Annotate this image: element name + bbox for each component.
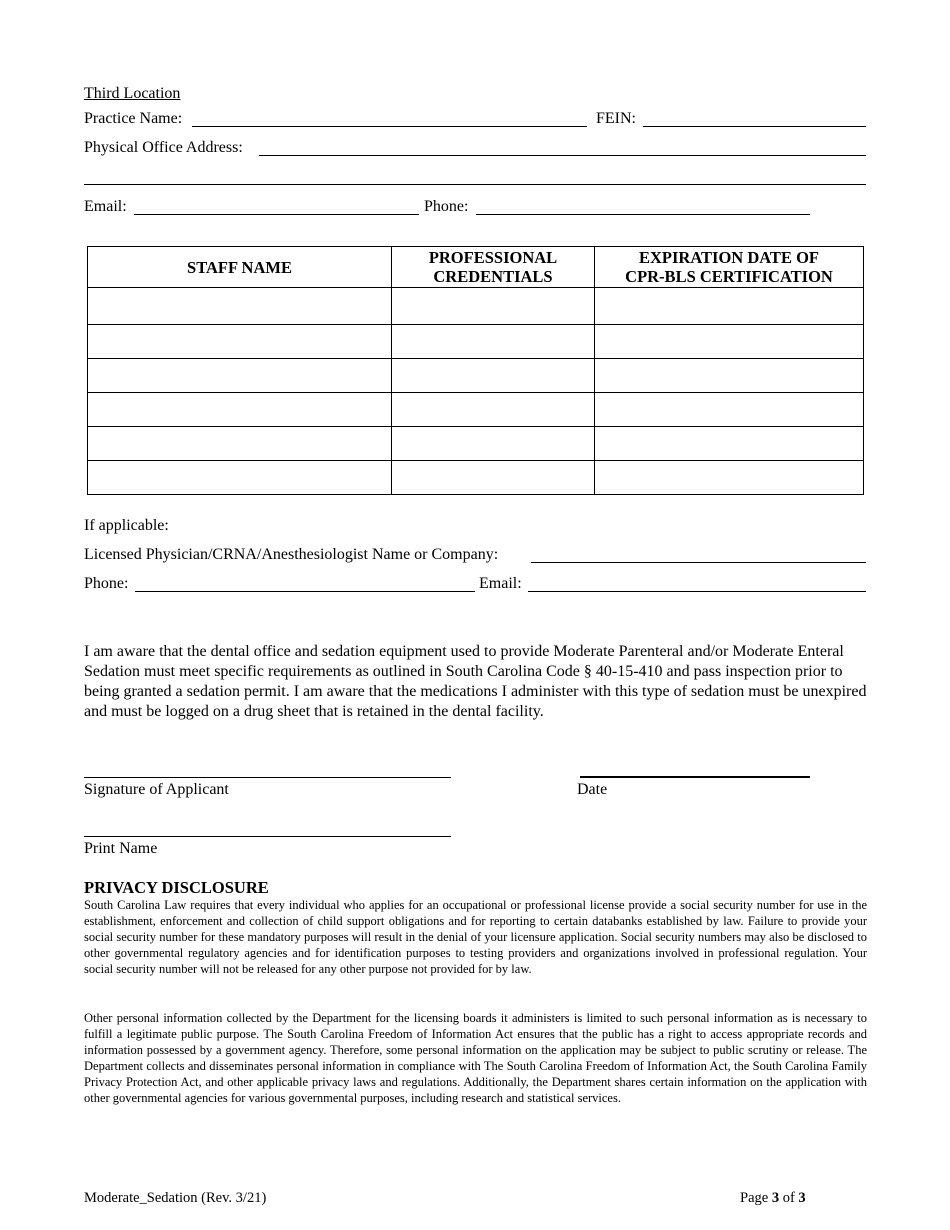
privacy-paragraph-1: South Carolina Law requires that every individual who applies for an occupational or professional license provide a social security number for use in the establishment, enforcement and collection of child support obligations and for reporting to certain databanks established by law. Failure to provide your social security number for these mandatory purposes will result in the denial of your licensure application. Social security numbers may also be disclosed to other governmental regulatory agencies and for identification purposes to testing providers and organizations involved in professional regulation. Your social security number will not be released for any other purpose not provided for by law.	[84, 898, 867, 976]
anesthesia-email-label: Email:	[479, 575, 522, 592]
anesthesia-email-field[interactable]	[528, 591, 866, 592]
staff-name-header: STAFF NAME	[88, 247, 392, 288]
if-applicable-label: If applicable:	[84, 517, 169, 534]
table-row	[88, 393, 864, 427]
physical-address-label: Physical Office Address:	[84, 139, 243, 156]
anesthesia-name-label: Licensed Physician/CRNA/Anesthesiologist Name or Company:	[84, 546, 499, 563]
credentials-cell[interactable]	[392, 461, 595, 495]
location-header: Third Location	[84, 85, 181, 102]
practice-name-field[interactable]	[192, 126, 587, 127]
expiration-cell[interactable]	[595, 461, 864, 495]
fein-label: FEIN:	[596, 110, 636, 127]
table-row	[88, 359, 864, 393]
expiration-cell[interactable]	[595, 359, 864, 393]
staff-name-cell[interactable]	[88, 359, 392, 393]
expiration-cell[interactable]	[595, 325, 864, 359]
staff-table	[87, 246, 864, 495]
credentials-cell[interactable]	[392, 427, 595, 461]
credentials-cell[interactable]	[392, 393, 595, 427]
table-row	[88, 427, 864, 461]
credentials-header: PROFESSIONAL CREDENTIALS	[392, 247, 595, 288]
anesthesia-name-field[interactable]	[531, 562, 866, 563]
physical-address-field-line2[interactable]	[84, 184, 866, 185]
expiration-cell[interactable]	[595, 288, 864, 325]
date-line[interactable]	[580, 776, 810, 778]
anesthesia-phone-label: Phone:	[84, 575, 129, 592]
credentials-cell[interactable]	[392, 359, 595, 393]
expiration-header: EXPIRATION DATE OF CPR-BLS CERTIFICATION	[595, 247, 864, 288]
page-number: Page 3 of 3	[740, 1190, 806, 1206]
signature-label: Signature of Applicant	[84, 781, 229, 798]
email-field[interactable]	[134, 214, 419, 215]
staff-name-cell[interactable]	[88, 393, 392, 427]
form-id: Moderate_Sedation (Rev. 3/21)	[84, 1190, 267, 1206]
signature-line[interactable]	[84, 777, 451, 778]
credentials-cell[interactable]	[392, 325, 595, 359]
staff-name-cell[interactable]	[88, 427, 392, 461]
fein-field[interactable]	[643, 126, 866, 127]
staff-name-cell[interactable]	[88, 461, 392, 495]
staff-table-header-row	[88, 247, 864, 288]
staff-name-cell[interactable]	[88, 325, 392, 359]
phone-label: Phone:	[424, 198, 469, 215]
table-row	[88, 325, 864, 359]
print-name-line[interactable]	[84, 836, 451, 837]
anesthesia-phone-field[interactable]	[135, 591, 475, 592]
privacy-paragraph-2: Other personal information collected by the Department for the licensing boards it administers is limited to such personal information as is necessary to fulfill a legitimate public purpose. The South Carolina Freedom of Information Act ensures that the public has a right to access appropriate records and information possessed by a government agency. Therefore, some personal information on the application may be subject to public scrutiny or release. The Department collects and disseminates personal information in compliance with The South Carolina Freedom of Information Act, the South Carolina Family Privacy Protection Act, and other applicable privacy laws and regulations. Additionally, the Department shares certain information on the application with other governmental agencies for various governmental purposes, including research and statistical services.	[84, 1011, 867, 1105]
date-label: Date	[577, 781, 608, 798]
table-row	[88, 461, 864, 495]
physical-address-field[interactable]	[259, 155, 866, 156]
attestation-paragraph: I am aware that the dental office and sedation equipment used to provide Moderate Parenteral and/or Moderate Enteral Sedation must meet specific requirements as outlined in South Carolina Code § 40-15-410 and pass inspection prior to being granted a sedation permit. I am aware that the medications I administer with this type of sedation must be unexpired and must be logged on a drug sheet that is retained in the dental facility.	[84, 643, 867, 720]
table-row	[88, 288, 864, 325]
expiration-cell[interactable]	[595, 427, 864, 461]
privacy-title: PRIVACY DISCLOSURE	[84, 878, 269, 897]
phone-field[interactable]	[476, 214, 810, 215]
staff-name-cell[interactable]	[88, 288, 392, 325]
practice-name-label: Practice Name:	[84, 110, 183, 127]
email-label: Email:	[84, 198, 127, 215]
print-name-label: Print Name	[84, 840, 158, 857]
credentials-cell[interactable]	[392, 288, 595, 325]
expiration-cell[interactable]	[595, 393, 864, 427]
